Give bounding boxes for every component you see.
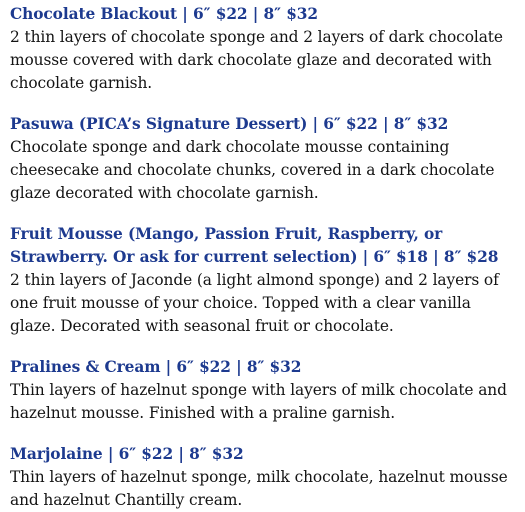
menu-item-description: Thin layers of hazelnut sponge, milk chocolate, hazelnut mousse and hazelnut Chantilly cream. — [10, 468, 508, 509]
menu-item-pasuwa — [10, 113, 518, 205]
menu-item-description: Thin layers of hazelnut sponge with layers of milk chocolate and hazelnut mousse. Finished with a praline garnish. — [10, 381, 507, 422]
menu-item-description: 2 thin layers of Jaconde (a light almond sponge) and 2 layers of one fruit mousse of your choice. Topped with a clear vanilla glaze. Decorated with seasonal fruit or chocolate. — [10, 271, 499, 335]
menu-item-title: Pralines & Cream | 6″ $22 | 8″ $32 — [10, 358, 302, 376]
menu-item-title: Fruit Mousse (Mango, Passion Fruit, Raspberry, or Strawberry. Or ask for current selection) | 6″ $18 | 8″ $28 — [10, 225, 499, 266]
menu-item-chocolate-blackout — [10, 3, 518, 95]
menu-item-title: Pasuwa (PICA’s Signature Dessert) | 6″ $22 | 8″ $32 — [10, 115, 449, 133]
menu-item-marjolaine — [10, 443, 518, 512]
menu-item-pralines-cream — [10, 356, 518, 425]
menu-item-title: Marjolaine | 6″ $22 | 8″ $32 — [10, 445, 244, 463]
menu-item-title: Chocolate Blackout | 6″ $22 | 8″ $32 — [10, 5, 319, 23]
menu-item-description: Chocolate sponge and dark chocolate mousse containing cheesecake and chocolate chunks, covered in a dark chocolate glaze decorated with chocolate garnish. — [10, 138, 495, 202]
dessert-menu — [10, 3, 518, 512]
menu-item-description: 2 thin layers of chocolate sponge and 2 layers of dark chocolate mousse covered with dark chocolate glaze and decorated with chocolate garnish. — [10, 28, 503, 92]
menu-item-fruit-mousse — [10, 223, 518, 338]
